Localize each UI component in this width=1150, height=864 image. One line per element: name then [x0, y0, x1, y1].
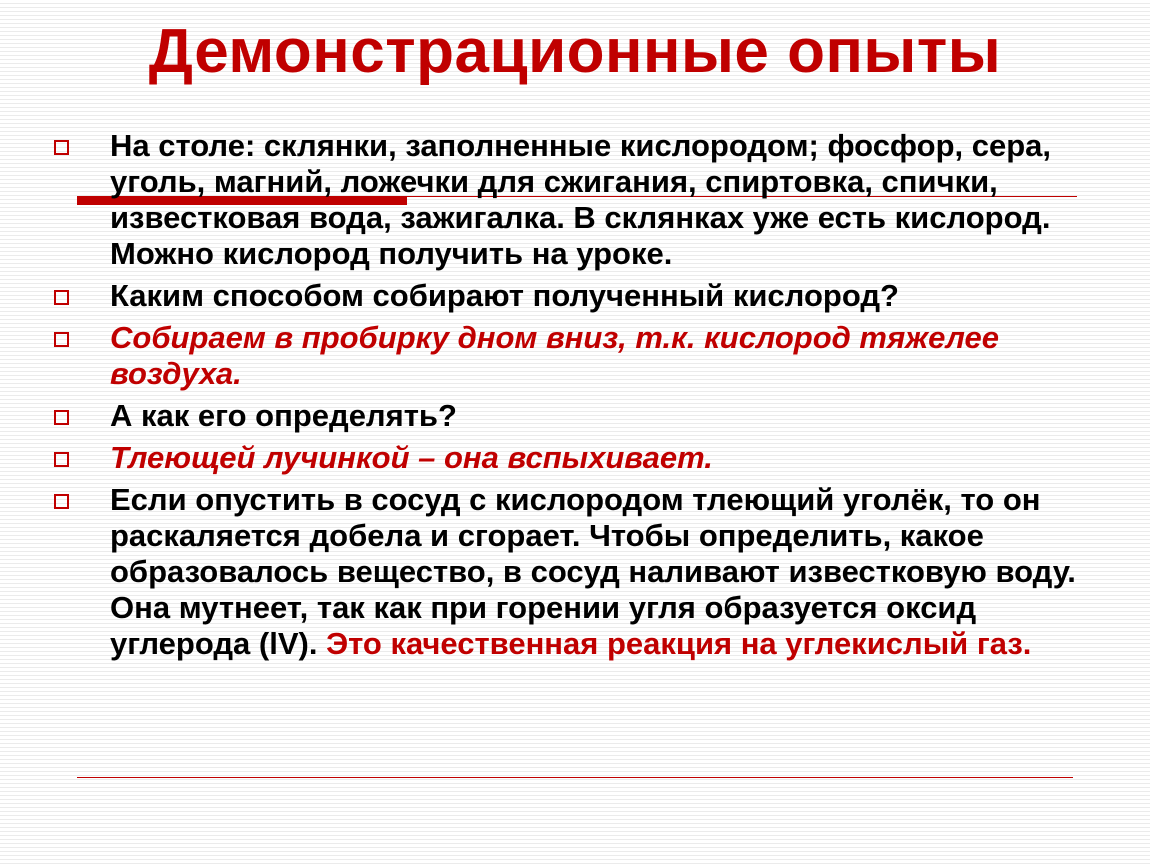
bullet-text: А как его определять?: [110, 398, 457, 433]
hollow-square-icon: [54, 452, 69, 467]
bullet-text-highlight: Это качественная реакция на углекислый газ.: [326, 626, 1032, 661]
bullet-item-coal-experiment: [50, 482, 1110, 662]
bullet-text: Каким способом собирают полученный кислород?: [110, 278, 899, 313]
bullet-item-equipment: [50, 128, 1110, 272]
bullet-item-answer-detect: [50, 440, 1110, 476]
bullet-text: На столе: склянки, заполненные кислородом; фосфор, сера, уголь, магний, ложечки для сжигания, спиртовка, спички, известковая вода, зажигалка. В склянках уже есть кислород. Можно кислород получить на уроке.: [110, 128, 1052, 271]
slide-title: Демонстрационные опыты: [148, 17, 1002, 86]
bullet-item-question-collect: [50, 278, 1110, 314]
hollow-square-icon: [54, 410, 69, 425]
bullet-item-question-detect: [50, 398, 1110, 434]
hollow-square-icon: [54, 140, 69, 155]
hollow-square-icon: [54, 494, 69, 509]
hollow-square-icon: [54, 290, 69, 305]
bullet-list: [50, 128, 1110, 668]
bullet-text: Если опустить в сосуд с кислородом тлеющий уголёк, то он раскаляется добела и сгорает. Чтобы определить, какое образовалось вещество, в сосуд наливают известковую воду. Она мутнеет, так как при горении угля образуется оксид углерода (lV).: [110, 482, 1076, 661]
bullet-text-highlight: Собираем в пробирку дном вниз, т.к. кислород тяжелее воздуха.: [110, 320, 1000, 391]
divider-line-bottom: [77, 777, 1073, 778]
hollow-square-icon: [54, 332, 69, 347]
bullet-text-highlight: Тлеющей лучинкой – она вспыхивает.: [110, 440, 713, 475]
bullet-item-answer-collect: [50, 320, 1110, 392]
